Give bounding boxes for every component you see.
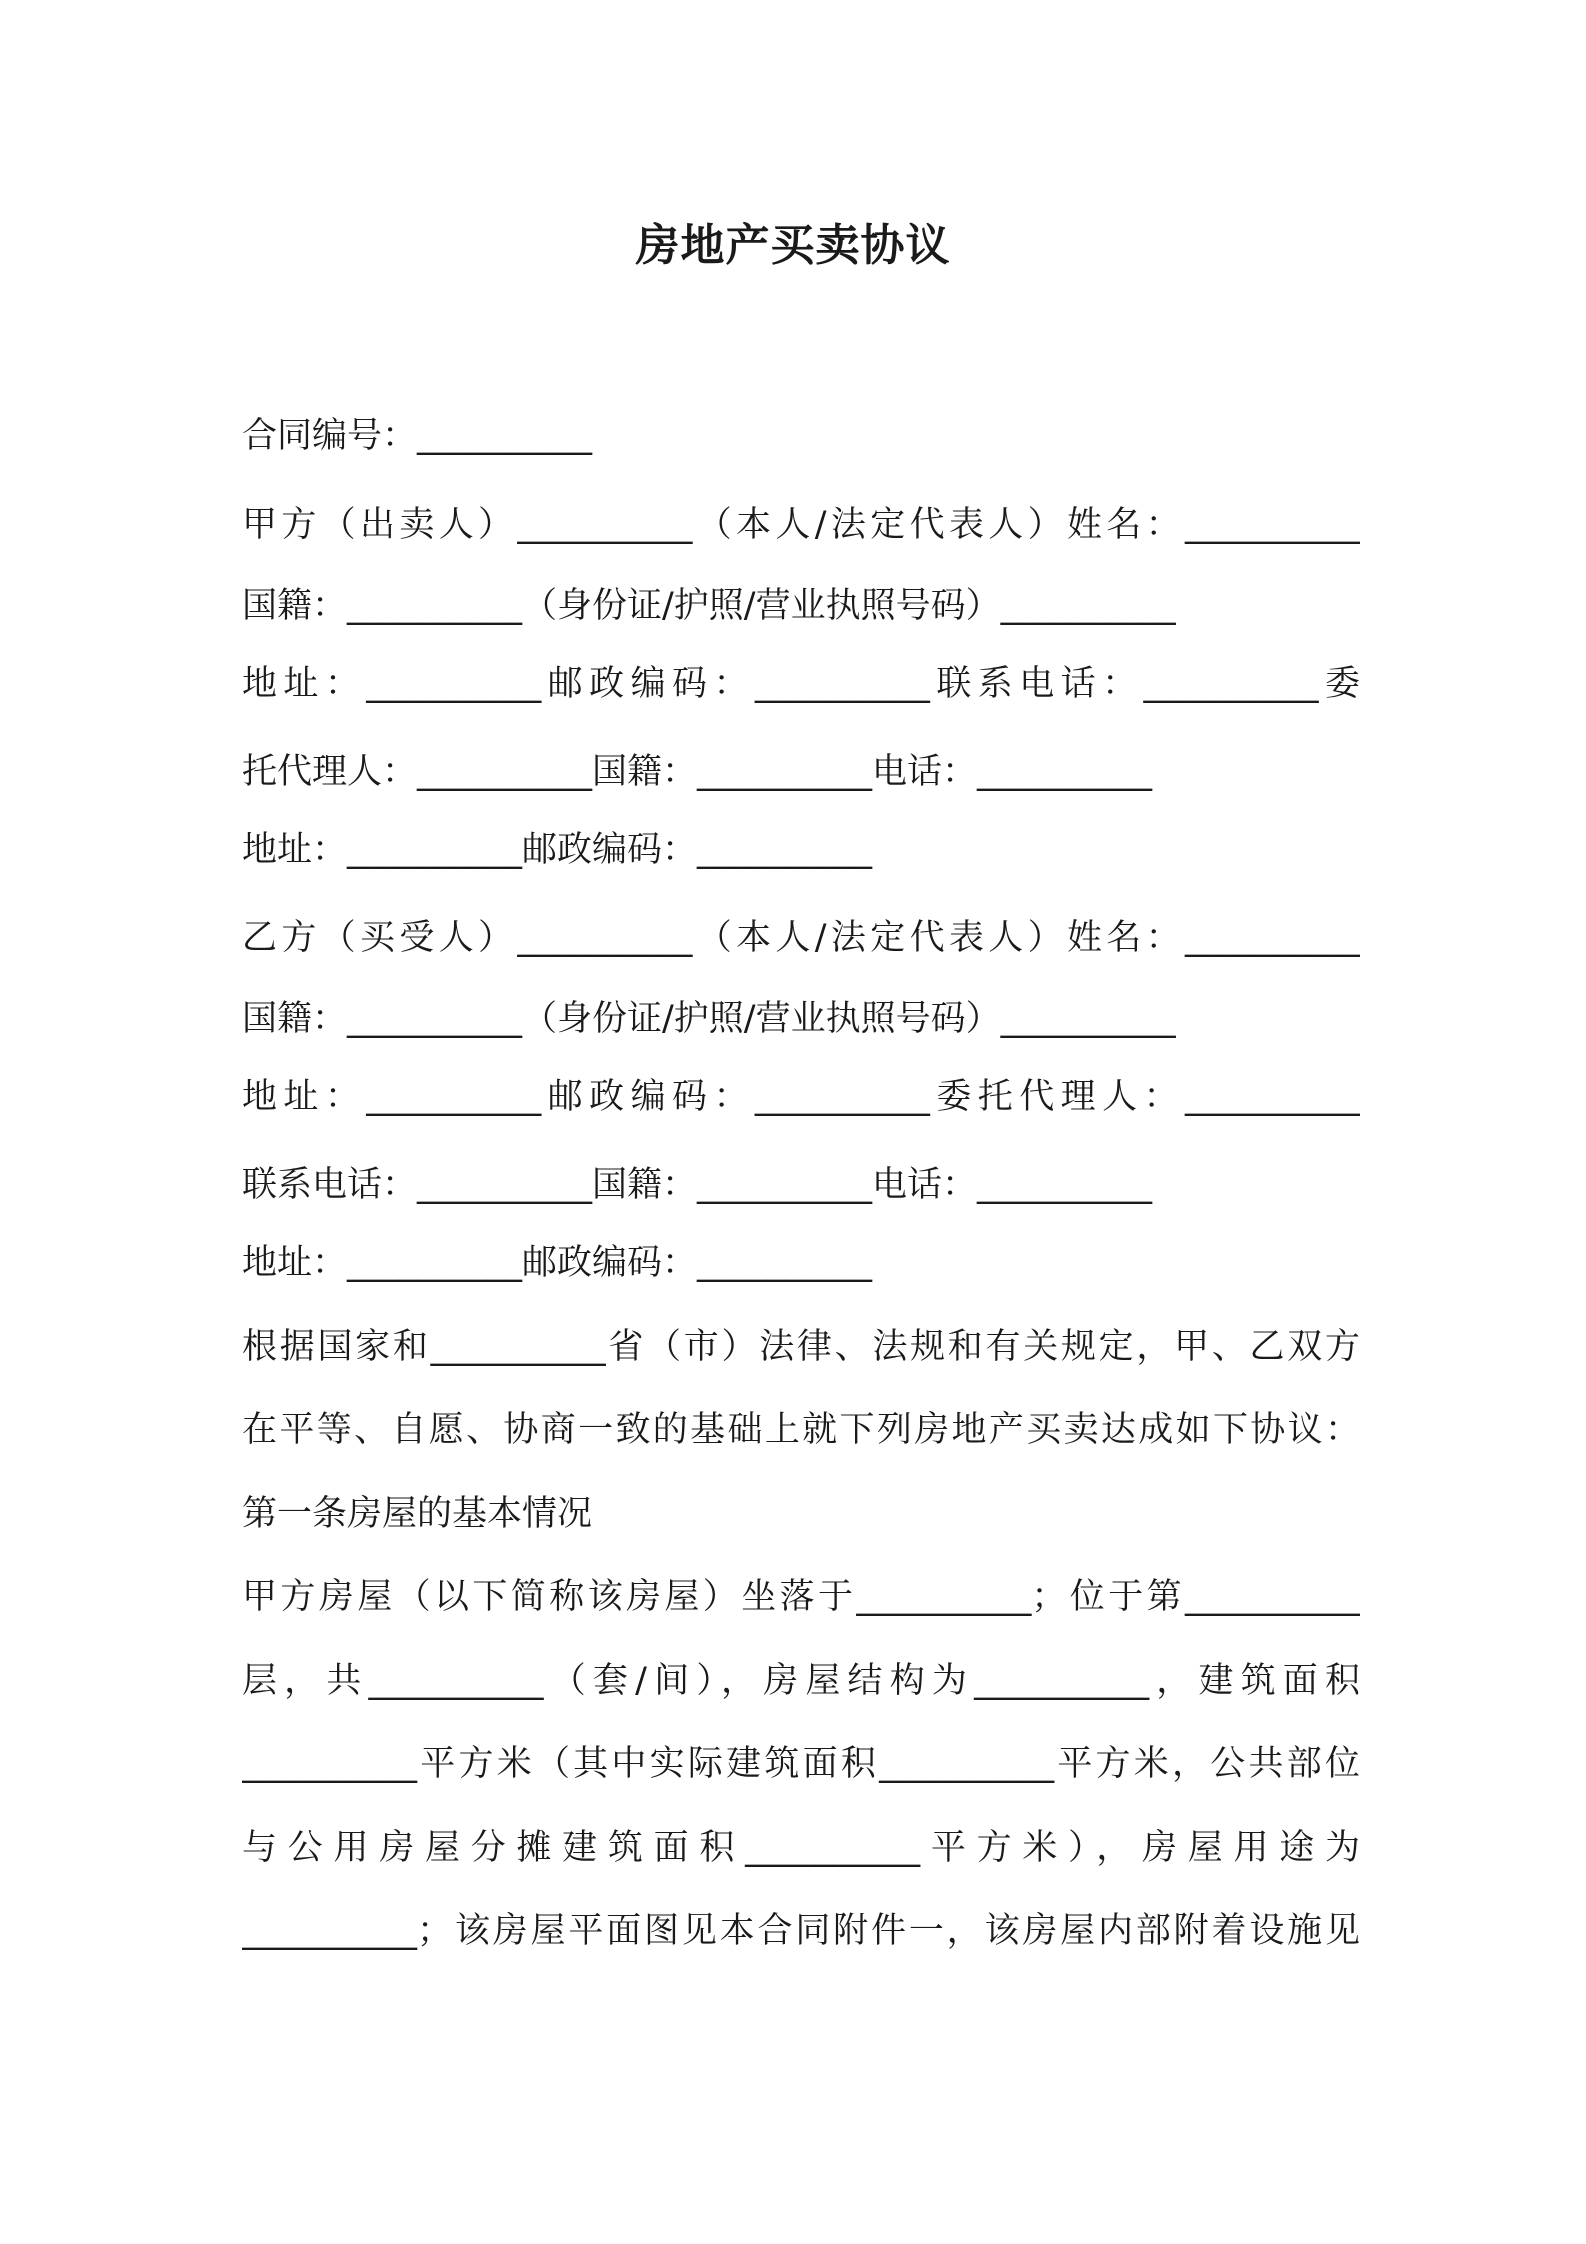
party-b-nationality-line: 国籍：__________（身份证/护照/营业执照号码）__________ [242, 999, 1176, 1039]
preamble-line-1: 根据国家和__________省（市）法律、法规和有关规定，甲、乙双方 [242, 1327, 1360, 1367]
party-a-address-line: 地址：__________邮政编码：__________联系电话：__________委 [242, 664, 1360, 704]
article-one-line-3: __________平方米（其中实际建筑面积__________平方米，公共部位 [242, 1744, 1360, 1784]
party-a-line: 甲方（出卖人）__________（本人/法定代表人）姓名：__________ [242, 505, 1360, 545]
article-one-heading: 第一条房屋的基本情况 [242, 1494, 593, 1534]
party-b-agent-address-line: 地址：__________邮政编码：__________ [242, 1243, 873, 1283]
party-b-line: 乙方（买受人）__________（本人/法定代表人）姓名：__________ [242, 918, 1360, 958]
party-b-address-line: 地址：__________邮政编码：__________委托代理人：__________ [242, 1077, 1360, 1117]
preamble-line-2: 在平等、自愿、协商一致的基础上就下列房地产买卖达成如下协议： [242, 1410, 1360, 1450]
party-a-agent-line: 托代理人：__________国籍：__________电话：__________ [242, 752, 1153, 792]
article-one-line-5: __________；该房屋平面图见本合同附件一，该房屋内部附着设施见 [242, 1911, 1360, 1951]
party-b-phone-line: 联系电话：__________国籍：__________电话：__________ [242, 1165, 1153, 1205]
document-title: 房地产买卖协议 [635, 220, 951, 271]
party-a-nationality-line: 国籍：__________（身份证/护照/营业执照号码）__________ [242, 586, 1176, 626]
party-a-agent-address-line: 地址：__________邮政编码：__________ [242, 830, 873, 870]
article-one-line-1: 甲方房屋（以下简称该房屋）坐落于__________；位于第__________ [242, 1577, 1360, 1617]
article-one-line-4: 与公用房屋分摊建筑面积__________平方米），房屋用途为 [242, 1828, 1360, 1868]
contract-number-line: 合同编号：__________ [242, 416, 593, 456]
article-one-line-2: 层，共__________（套/间），房屋结构为__________，建筑面积 [242, 1661, 1360, 1701]
